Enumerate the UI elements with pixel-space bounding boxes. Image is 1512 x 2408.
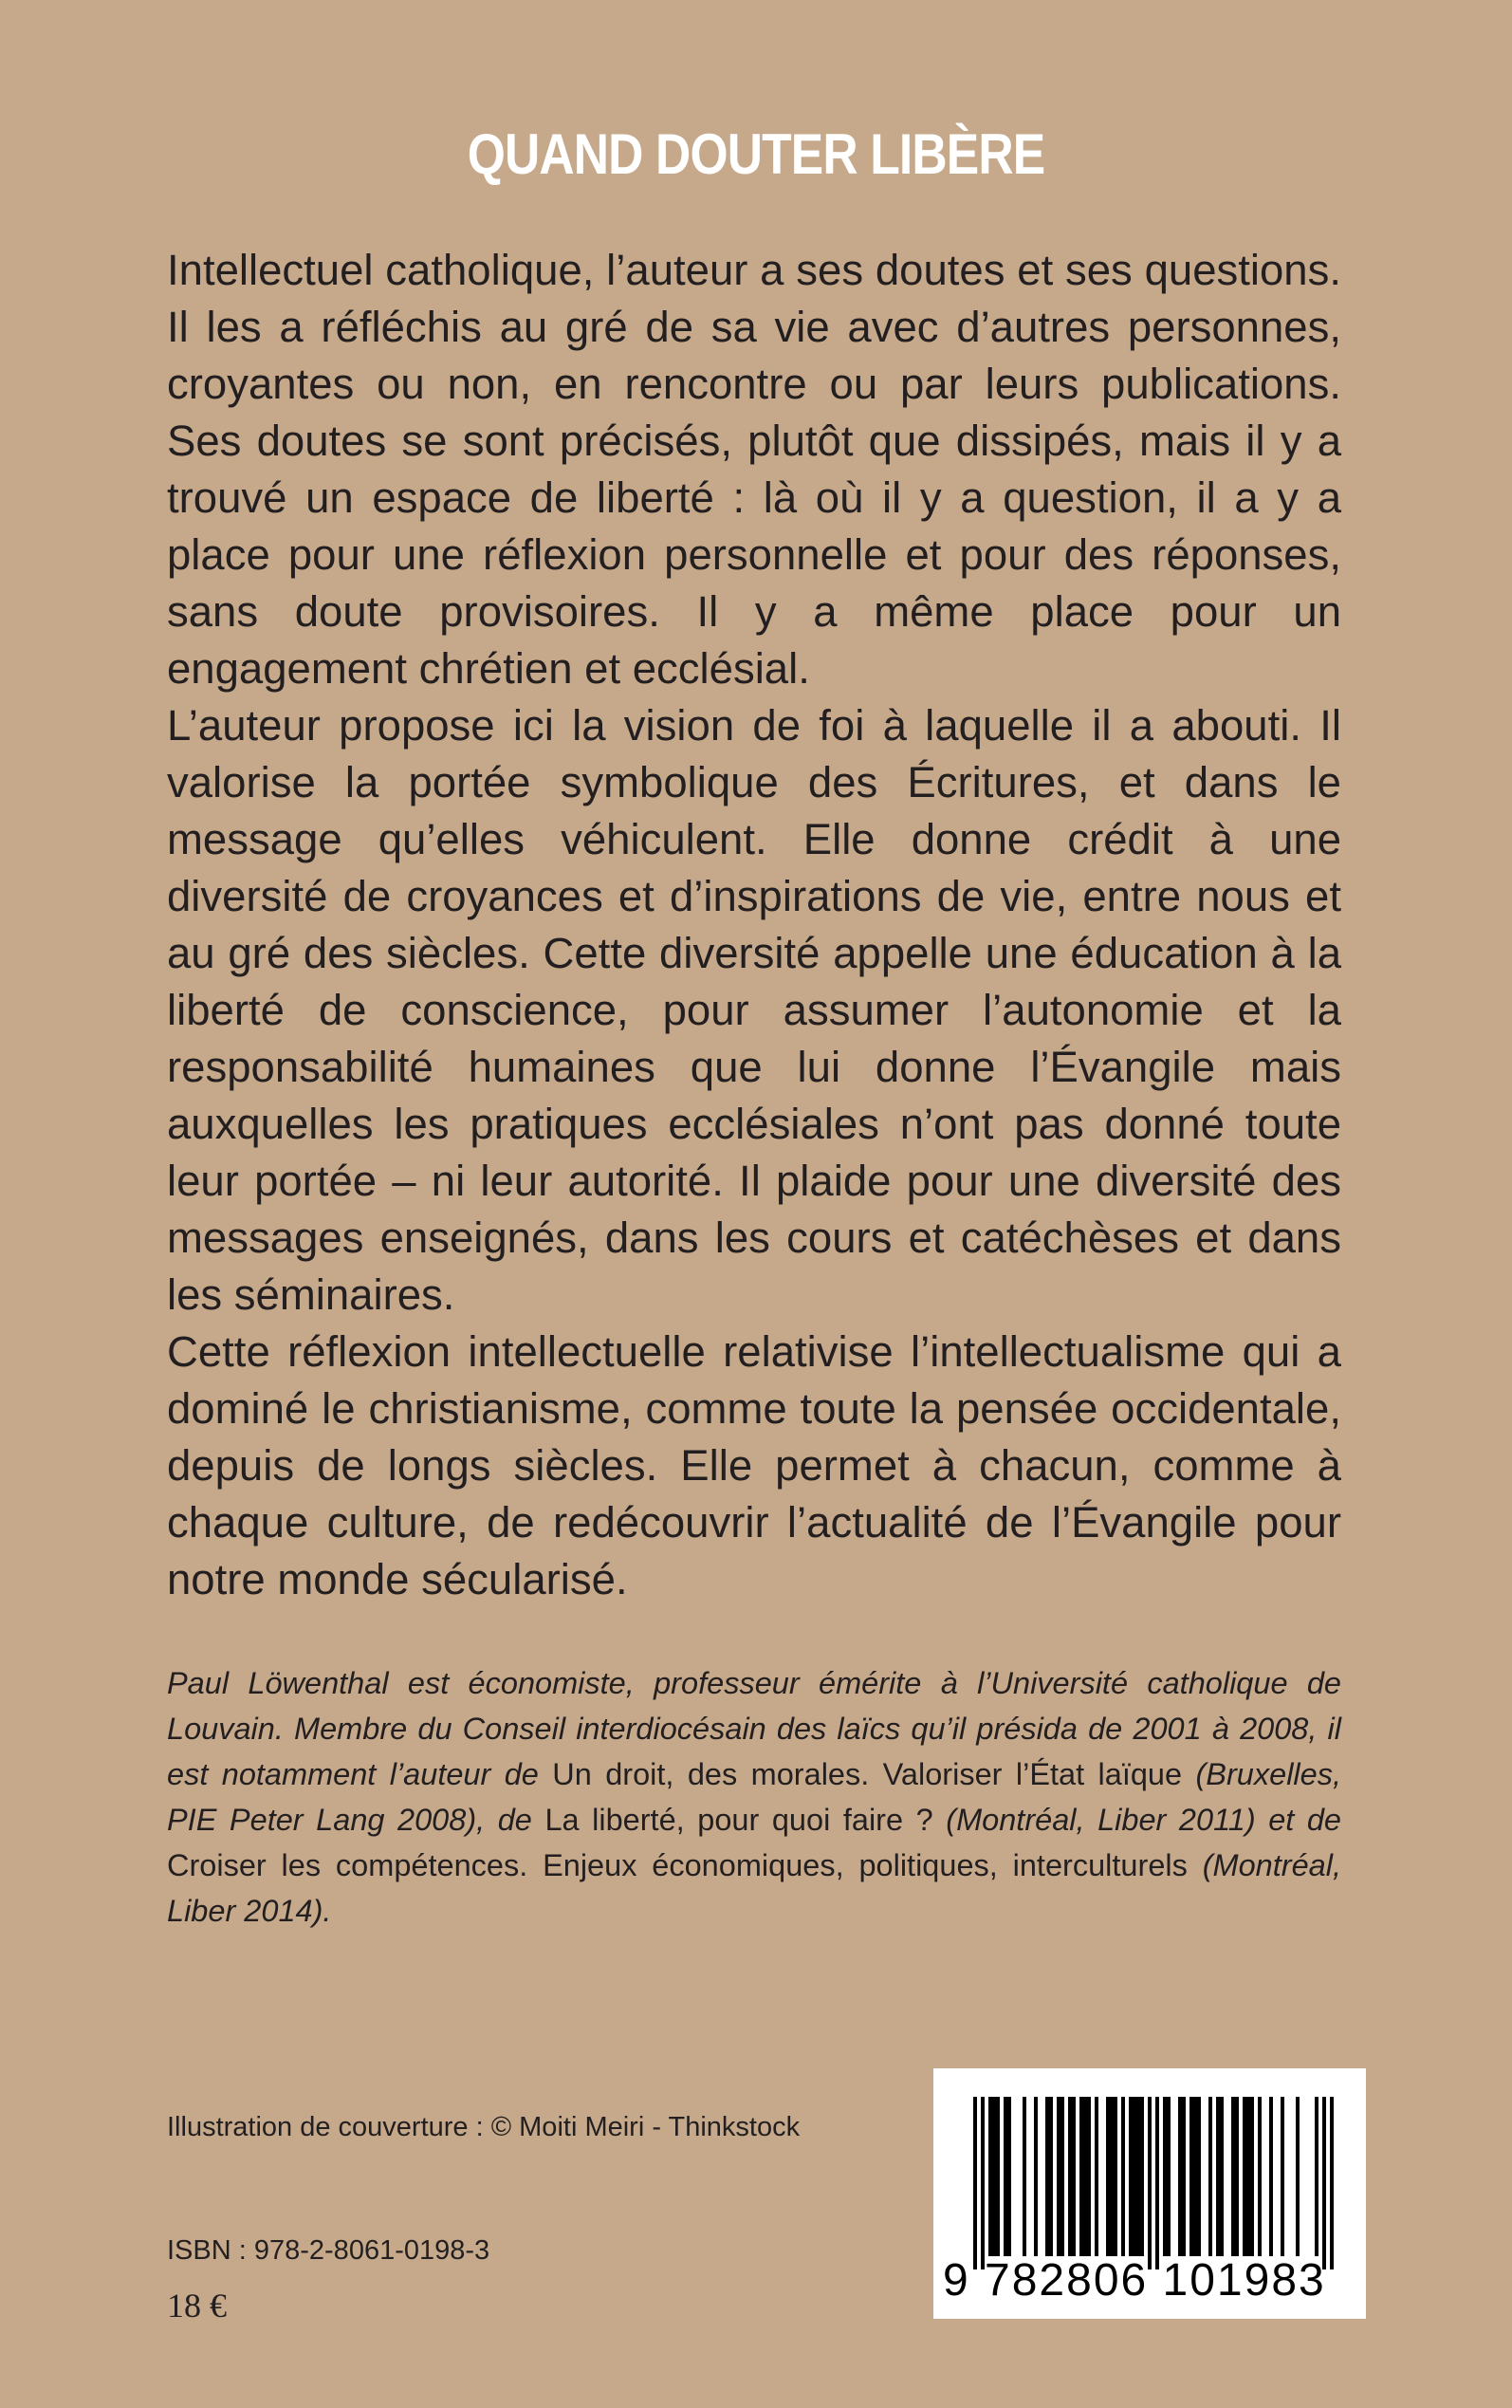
bio-text-4: (Montréal, Liber 2014). bbox=[167, 1848, 1341, 1928]
illustration-credit: Illustration de couverture : © Moiti Meiri - Thinkstock bbox=[167, 2112, 801, 2142]
barcode-bar bbox=[1133, 2097, 1136, 2256]
barcode bbox=[933, 2068, 1366, 2319]
barcode-bar bbox=[1095, 2097, 1098, 2256]
barcode-bar bbox=[1140, 2097, 1144, 2256]
barcode-bar bbox=[1243, 2097, 1246, 2256]
barcode-bar bbox=[1023, 2097, 1026, 2256]
barcode-bar bbox=[1178, 2097, 1182, 2256]
barcode-number: 9 782806 101983 bbox=[943, 2255, 1326, 2306]
barcode-bar bbox=[1167, 2097, 1171, 2256]
barcode-bar bbox=[1208, 2097, 1212, 2256]
barcode-bar bbox=[1189, 2097, 1193, 2256]
barcode-bar bbox=[1060, 2097, 1064, 2256]
paragraph-1: Intellectuel catholique, l’auteur a ses doutes et ses questions. Il les a réfléchis au gré de sa vie avec d’autres personnes, croyantes ou non, en rencontre ou par leurs publications. Ses doutes se sont précisés, plutôt que dissipés, mais il y a trouvé un espace de liberté : là où il y a question, il a y a place pour une réflexion personnelle et pour des réponses, sans doute provisoires. Il y a même place pour un engagement chrétien et ecclésial. bbox=[167, 246, 1341, 693]
barcode-bar bbox=[981, 2097, 985, 2269]
barcode-bar bbox=[996, 2097, 1000, 2256]
barcode-bar bbox=[1114, 2097, 1117, 2256]
barcode-bar bbox=[1258, 2097, 1262, 2256]
barcode-bar bbox=[1057, 2097, 1060, 2256]
barcode-bar bbox=[1296, 2097, 1300, 2256]
barcode-bar bbox=[1163, 2097, 1167, 2256]
barcode-bar bbox=[1197, 2097, 1201, 2256]
barcode-bar bbox=[1121, 2097, 1125, 2256]
barcode-bar bbox=[1148, 2097, 1152, 2269]
back-cover-text bbox=[167, 242, 1341, 1608]
barcode-bar bbox=[992, 2097, 996, 2256]
barcode-bar bbox=[1045, 2097, 1049, 2256]
barcode-bar bbox=[1034, 2097, 1038, 2256]
book-title: QUAND DOUTER LIBÈRE bbox=[467, 122, 1045, 186]
barcode-bar bbox=[1322, 2097, 1326, 2269]
paragraph-3: Cette réflexion intellectuelle relativise l’intellectualisme qui a dominé le christianisme, comme toute la pensée occidentale, depuis de longs siècles. Elle permet à chacun, comme à chaque culture, de redécouvrir l’actualité de l’Évangile pour notre monde sécularisé. bbox=[167, 1327, 1341, 1603]
barcode-bar bbox=[1068, 2097, 1072, 2256]
bio-text-3: (Montréal, Liber 2011) et de bbox=[932, 1803, 1341, 1837]
barcode-bar bbox=[1106, 2097, 1110, 2256]
bio-book-3: Croiser les compétences. Enjeux économiques, politiques, interculturels bbox=[167, 1848, 1188, 1882]
barcode-bar bbox=[1079, 2097, 1083, 2256]
barcode-bar bbox=[1049, 2097, 1053, 2256]
barcode-bar bbox=[988, 2097, 992, 2256]
price-text: 18 € bbox=[167, 2287, 227, 2325]
barcode-bar bbox=[1269, 2097, 1273, 2256]
barcode-bar bbox=[1110, 2097, 1114, 2256]
bio-book-1: Un droit, des morales. Valoriser l’État laïque bbox=[552, 1757, 1183, 1791]
barcode-bar bbox=[1281, 2097, 1284, 2256]
bio-text-2: (Bruxelles, PIE Peter Lang 2008), de bbox=[167, 1757, 1342, 1837]
barcode-bar bbox=[1231, 2097, 1235, 2256]
barcode-bar bbox=[1193, 2097, 1197, 2256]
barcode-bar bbox=[1250, 2097, 1254, 2256]
author-bio bbox=[167, 1660, 1341, 1934]
barcode-bar bbox=[1136, 2097, 1140, 2256]
barcode-bar bbox=[1087, 2097, 1091, 2256]
barcode-bar bbox=[1330, 2097, 1334, 2269]
paragraph-2: L’auteur propose ici la vision de foi à laquelle il a abouti. Il valorise la portée symbolique des Écritures, et dans le message qu’elles véhiculent. Elle donne crédit à une diversité de croyances et d’inspirations de vie, entre nous et au gré des siècles. Cette diversité appelle une éducation à la liberté de conscience, pour assumer l’autonomie et la responsabilité humaines que lui donne l’Évangile mais auxquelles les pratiques ecclésiales n’ont pas donné toute leur portée – ni leur autorité. Il plaide pour une diversité des messages enseignés, dans les cours et catéchèses et dans les séminaires. bbox=[167, 701, 1341, 1319]
barcode-bar bbox=[1235, 2097, 1239, 2256]
barcode-bar bbox=[1129, 2097, 1133, 2256]
barcode-bar bbox=[1220, 2097, 1224, 2256]
barcode-bar bbox=[973, 2097, 977, 2269]
barcode-bar bbox=[1155, 2097, 1159, 2269]
isbn-text: ISBN : 978-2-8061-0198-3 bbox=[167, 2235, 490, 2266]
bio-book-2: La liberté, pour quoi faire ? bbox=[544, 1803, 933, 1837]
barcode-bar bbox=[1315, 2097, 1318, 2256]
barcode-bar bbox=[1182, 2097, 1186, 2256]
barcode-bar bbox=[1072, 2097, 1076, 2256]
barcode-bar bbox=[1004, 2097, 1007, 2256]
barcode-bar bbox=[1007, 2097, 1011, 2256]
barcode-bar bbox=[1083, 2097, 1087, 2256]
barcode-bar bbox=[1246, 2097, 1250, 2256]
barcode-bar bbox=[1216, 2097, 1220, 2256]
bio-text-1: Paul Löwenthal est économiste, professeur émérite à l’Université catholique de Louvain. Membre du Conseil interdiocésain des laïcs qu’il présida de 2001 à 2008, il est notamment l’auteur de bbox=[167, 1666, 1341, 1791]
